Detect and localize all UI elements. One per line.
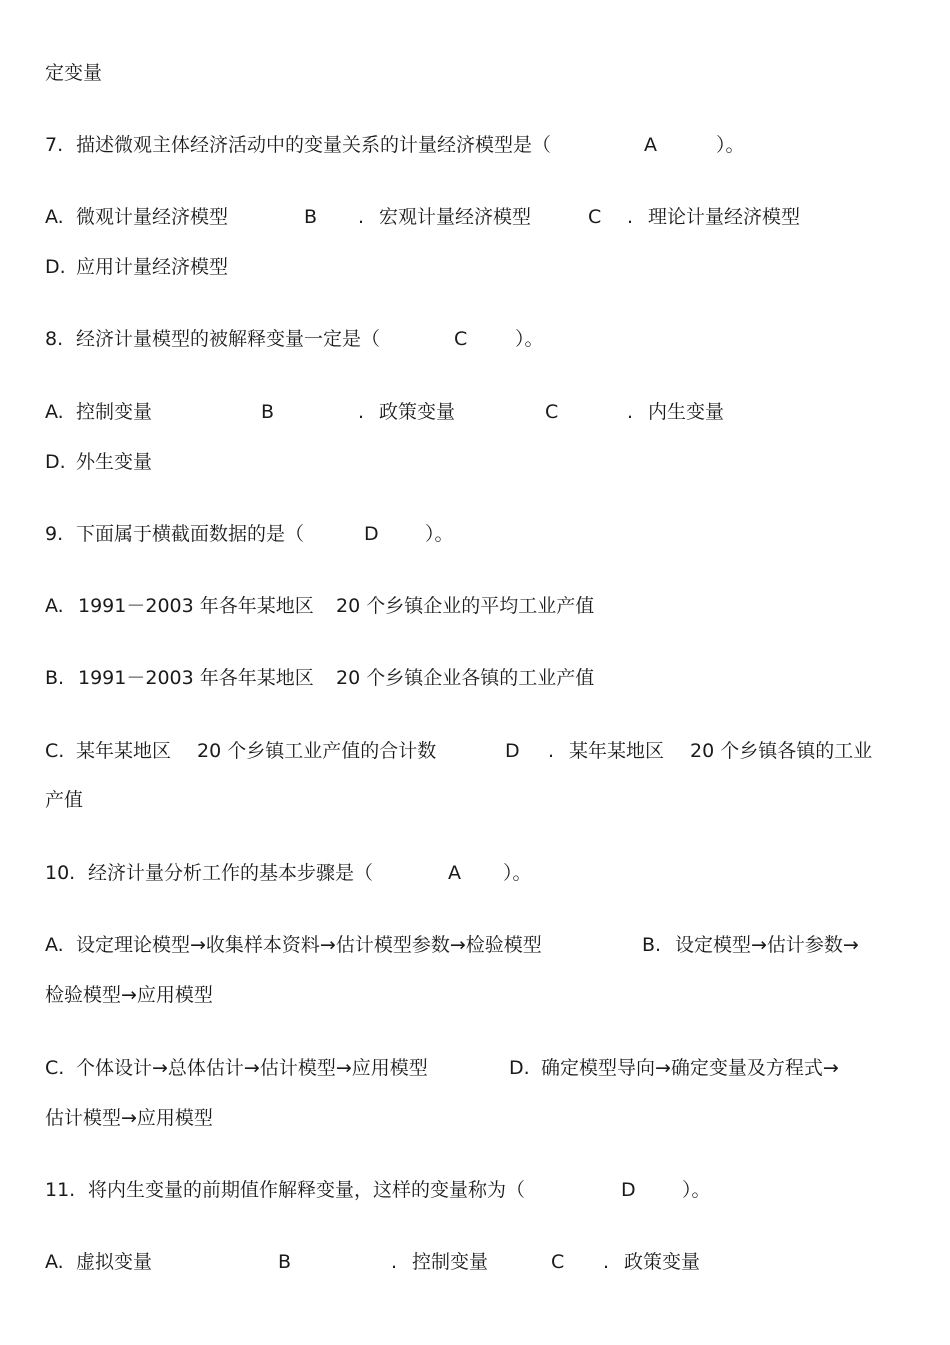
options-line	[0, 450, 950, 474]
answer-letter: A	[448, 862, 461, 884]
question-text: 经济计量模型的被解释变量一定是（	[76, 328, 381, 350]
option-c-text-1: 某年某地区	[76, 740, 172, 762]
text-line	[0, 61, 950, 85]
text-line	[0, 788, 950, 812]
question-8	[0, 327, 950, 351]
option-b-text-2: 20 个乡镇企业各镇的工业产值	[336, 667, 595, 689]
question-close: ）。	[503, 862, 532, 884]
question-11	[0, 1178, 950, 1202]
option-a-letter: A.	[45, 1251, 64, 1273]
option-b-text: 控制变量	[412, 1251, 489, 1273]
question-close: ）。	[682, 1179, 711, 1201]
option-b-dot: .	[358, 206, 365, 228]
option-d-letter: D.	[45, 256, 66, 278]
question-close: ）。	[716, 134, 745, 156]
option-c-letter: C	[588, 206, 602, 228]
answer-letter: D	[364, 523, 379, 545]
answer-letter: D	[621, 1179, 636, 1201]
question-number: 9.	[45, 523, 64, 545]
option-a-letter: A.	[45, 934, 64, 956]
option-c-text: 个体设计→总体估计→估计模型→应用模型	[76, 1057, 428, 1079]
answer-letter: C	[454, 328, 468, 350]
option-d-letter: D.	[509, 1057, 530, 1079]
option-c-dot: .	[627, 401, 634, 423]
option-d-letter: D.	[45, 451, 66, 473]
question-text: 描述微观主体经济活动中的变量关系的计量经济模型是（	[76, 134, 552, 156]
option-c-text: 理论计量经济模型	[648, 206, 801, 228]
option-a-text-1: 1991－2003 年各年某地区	[78, 595, 314, 617]
question-text: 下面属于横截面数据的是（	[76, 523, 305, 545]
option-d-letter: D	[505, 740, 520, 762]
answer-letter: A	[644, 134, 657, 156]
options-line	[0, 205, 950, 229]
option-b-letter: B	[278, 1251, 292, 1273]
question-number: 11.	[45, 1179, 76, 1201]
option-a-letter: A.	[45, 401, 64, 423]
option-a-letter: A.	[45, 595, 64, 617]
option-a-line	[0, 594, 950, 618]
option-a-text-2: 20 个乡镇企业的平均工业产值	[336, 595, 595, 617]
option-b-text-1: 1991－2003 年各年某地区	[78, 667, 314, 689]
question-text: 将内生变量的前期值作解释变量，这样的变量称为（	[88, 1179, 526, 1201]
option-a-text: 设定理论模型→收集样本资料→估计模型参数→检验模型	[76, 934, 542, 956]
option-c-dot: .	[603, 1251, 610, 1273]
option-a-letter: A.	[45, 206, 64, 228]
line-text: 估计模型→应用模型	[45, 1107, 213, 1129]
question-7	[0, 133, 950, 157]
option-c-text: 政策变量	[624, 1251, 701, 1273]
question-close: ）。	[515, 328, 544, 350]
line-text: 定变量	[45, 62, 103, 84]
question-10	[0, 861, 950, 885]
options-line	[0, 1056, 950, 1080]
question-close: ）。	[425, 523, 454, 545]
option-a-text: 虚拟变量	[76, 1251, 153, 1273]
text-line	[0, 983, 950, 1007]
question-number: 8.	[45, 328, 64, 350]
option-c-letter: C	[545, 401, 559, 423]
option-d-text: 外生变量	[76, 451, 153, 473]
option-b-dot: .	[391, 1251, 398, 1273]
options-line	[0, 400, 950, 424]
options-line	[0, 933, 950, 957]
option-b-text: 宏观计量经济模型	[379, 206, 532, 228]
option-d-text-2: 20 个乡镇各镇的工业	[690, 740, 873, 762]
option-c-letter: C.	[45, 740, 65, 762]
option-b-dot: .	[358, 401, 365, 423]
question-number: 7.	[45, 134, 64, 156]
option-c-letter: C.	[45, 1057, 65, 1079]
options-line	[0, 255, 950, 279]
option-b-line	[0, 666, 950, 690]
option-d-text: 确定模型导向→确定变量及方程式→	[541, 1057, 839, 1079]
option-b-letter: B.	[45, 667, 65, 689]
option-d-text: 应用计量经济模型	[76, 256, 229, 278]
option-a-text: 控制变量	[76, 401, 153, 423]
line-text: 产值	[45, 789, 84, 811]
line-text: 检验模型→应用模型	[45, 984, 213, 1006]
question-text: 经济计量分析工作的基本步骤是（	[88, 862, 374, 884]
option-b-text: 设定模型→估计参数→	[675, 934, 859, 956]
option-b-letter: B.	[642, 934, 662, 956]
option-c-dot: .	[627, 206, 634, 228]
options-line	[0, 1250, 950, 1274]
option-b-letter: B	[261, 401, 275, 423]
option-a-text: 微观计量经济模型	[76, 206, 229, 228]
option-c-text-2: 20 个乡镇工业产值的合计数	[197, 740, 437, 762]
option-d-text-1: 某年某地区	[569, 740, 665, 762]
option-c-text: 内生变量	[648, 401, 725, 423]
text-line	[0, 1106, 950, 1130]
question-9	[0, 522, 950, 546]
option-b-letter: B	[304, 206, 318, 228]
option-c-line	[0, 739, 950, 763]
option-c-letter: C	[551, 1251, 565, 1273]
option-d-dot: .	[548, 740, 555, 762]
question-number: 10.	[45, 862, 76, 884]
option-b-text: 政策变量	[379, 401, 456, 423]
